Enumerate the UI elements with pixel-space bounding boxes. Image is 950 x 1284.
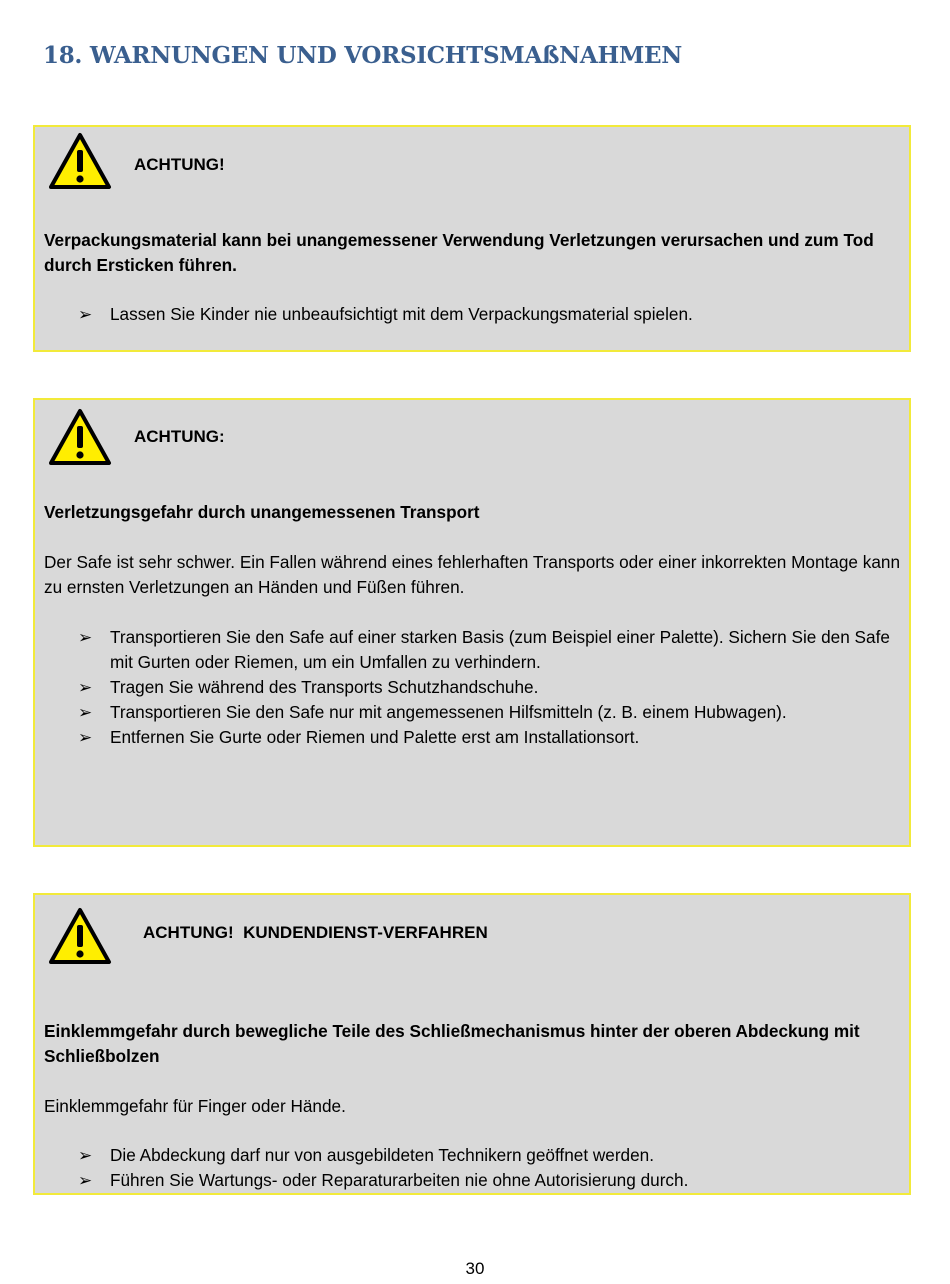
warning-triangle-icon	[48, 907, 112, 965]
arrow-bullet-icon: ➢	[78, 628, 93, 647]
warning-heading: ACHTUNG! KUNDENDIENST-VERFAHREN	[143, 923, 488, 942]
warning-lead: Verletzungsgefahr durch unangemessenen Transport	[44, 502, 480, 522]
warning-heading: ACHTUNG:	[134, 427, 225, 446]
list-item: ➢ Führen Sie Wartungs- oder Reparaturarbeiten nie ohne Autorisierung durch.	[44, 1168, 901, 1193]
page-number: 30	[465, 1259, 485, 1278]
list-item: ➢ Transportieren Sie den Safe nur mit angemessenen Hilfsmitteln (z. B. einem Hubwagen).	[44, 700, 901, 725]
warning-box-service	[33, 893, 911, 1195]
arrow-bullet-icon: ➢	[78, 678, 93, 697]
list-item: ➢ Tragen Sie während des Transports Schutzhandschuhe.	[44, 675, 901, 700]
arrow-bullet-icon: ➢	[78, 1146, 93, 1165]
arrow-bullet-icon: ➢	[78, 1171, 93, 1190]
warning-text: Einklemmgefahr für Finger oder Hände.	[44, 1096, 346, 1116]
warning-box-packaging	[33, 125, 911, 352]
warning-lead: Verpackungsmaterial kann bei unangemessener Verwendung Verletzungen verursachen und zum Tod durch Ersticken führen.	[44, 230, 874, 275]
warning-triangle-icon	[48, 408, 112, 466]
warning-lead: Einklemmgefahr durch bewegliche Teile des Schließmechanismus hinter der oberen Abdeckung mit Schließbolzen	[44, 1021, 860, 1066]
warning-list	[44, 1143, 901, 1193]
list-item: ➢ Lassen Sie Kinder nie unbeaufsichtigt mit dem Verpackungsmaterial spielen.	[44, 302, 901, 327]
warning-list	[44, 625, 901, 750]
warning-list	[44, 302, 901, 327]
arrow-bullet-icon: ➢	[78, 305, 93, 324]
warning-box-transport	[33, 398, 911, 847]
warning-triangle-icon	[48, 132, 112, 190]
warning-heading: ACHTUNG!	[134, 155, 225, 174]
arrow-bullet-icon: ➢	[78, 728, 93, 747]
warning-text: Der Safe ist sehr schwer. Ein Fallen während eines fehlerhaften Transports oder einer inkorrekten Montage kann zu ernsten Verletzungen an Händen und Füßen führen.	[44, 552, 901, 597]
list-item: ➢ Transportieren Sie den Safe auf einer starken Basis (zum Beispiel einer Palette). Sichern Sie den Safe mit Gurten oder Riemen, um ein Umfallen zu verhindern.	[78, 627, 890, 672]
arrow-bullet-icon: ➢	[78, 703, 93, 722]
list-item: ➢ Entfernen Sie Gurte oder Riemen und Palette erst am Installationsort.	[44, 725, 901, 750]
page-title: 18. WARNUNGEN UND VORSICHTSMAßNAHMEN	[43, 42, 682, 69]
list-item: ➢ Die Abdeckung darf nur von ausgebildeten Technikern geöffnet werden.	[44, 1143, 901, 1168]
